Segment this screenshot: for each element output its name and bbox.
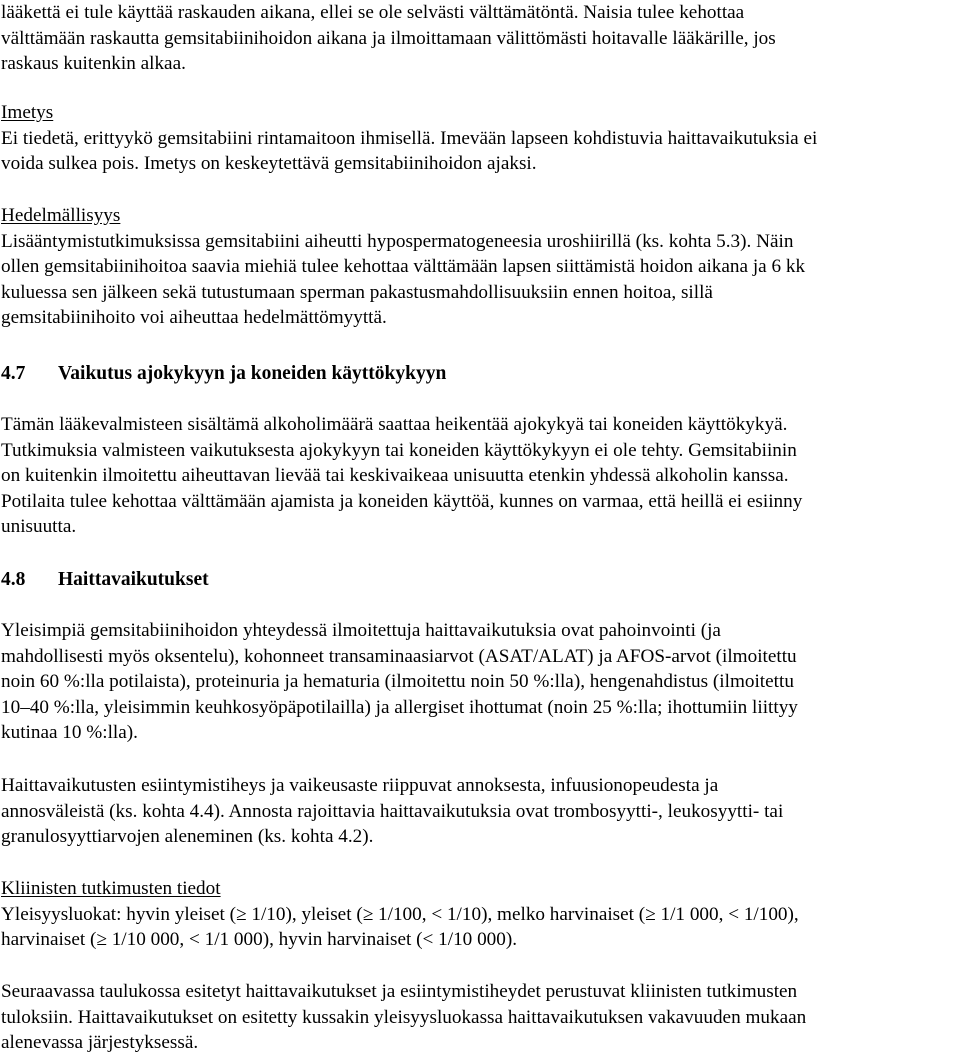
text-line: välttämään raskautta gemsitabiinihoidon aikana ja ilmoittamaan välittömästi hoitavalle lääkärille, jos	[1, 27, 776, 49]
section-4-7-paragraph	[1, 412, 956, 540]
text-line: 10–40 %:lla, yleisimmin keuhkosyöpäpotilailla) ja allergiset ihottumat (noin 25 %:lla; ihottumiin liittyy	[1, 696, 798, 718]
hedelmallisyys-heading: Hedelmällisyys	[1, 205, 121, 226]
hedelmallisyys-section	[1, 203, 956, 331]
imetys-heading: Imetys	[1, 102, 54, 123]
kliiniset-section	[1, 876, 956, 953]
final-paragraph	[1, 979, 956, 1056]
text-line: mahdollisesti myös oksentelu), kohonneet transaminaasiarvot (ASAT/ALAT) ja AFOS-arvot (ilmoitettu	[1, 645, 797, 667]
imetys-section	[1, 100, 956, 177]
text-line: annosväleistä (ks. kohta 4.4). Annosta rajoittavia haittavaikutuksia ovat trombosyytti-, leukosyytti- tai	[1, 800, 784, 822]
text-line: lääkettä ei tule käyttää raskauden aikana, ellei se ole selvästi välttämätöntä. Naisia tulee kehottaa	[1, 2, 745, 23]
section-number: 4.8	[1, 569, 26, 590]
text-line: Yleisyysluokat: hyvin yleiset (≥ 1/10), yleiset (≥ 1/100, < 1/10), melko harvinaiset (≥ 1/1 000, < 1/100),	[1, 903, 799, 925]
text-line: kutinaa 10 %:lla).	[1, 722, 138, 743]
section-heading-4-8	[1, 567, 956, 593]
text-line: Yleisimpiä gemsitabiinihoidon yhteydessä ilmoitettuja haittavaikutuksia ovat pahoinvointi (ja	[1, 620, 721, 641]
kliiniset-heading: Kliinisten tutkimusten tiedot	[1, 878, 221, 899]
section-number: 4.7	[1, 363, 26, 384]
text-line: Seuraavassa taulukossa esitetyt haittavaikutukset ja esiintymistiheydet perustuvat kliinisten tutkimusten	[1, 981, 798, 1002]
text-line: tuloksiin. Haittavaikutukset on esitetty kussakin yleisyysluokassa haittavaikutuksen vakavuuden mukaan	[1, 1006, 807, 1028]
section-title: Vaikutus ajokykyyn ja koneiden käyttökykyyn	[58, 363, 447, 384]
text-line: Tutkimuksia valmisteen vaikutuksesta ajokykyyn tai koneiden käyttökykyyn ei ole tehty. Gemsitabiinin	[1, 439, 797, 461]
section-4-8-paragraph-2	[1, 773, 956, 850]
text-line: Potilaita tulee kehottaa välttämään ajamista ja koneiden käyttöä, kunnes on varmaa, että heillä ei esiinny	[1, 490, 803, 512]
text-line: noin 60 %:lla potilaista), proteinuria ja hematuria (ilmoitettu noin 50 %:lla), hengenahdistus (ilmoitettu	[1, 671, 794, 692]
intro-paragraph	[1, 0, 956, 77]
text-line: granulosyyttiarvojen aleneminen (ks. kohta 4.2).	[1, 826, 374, 847]
text-line: raskaus kuitenkin alkaa.	[1, 53, 186, 74]
text-line: alenevassa järjestyksessä.	[1, 1032, 199, 1053]
section-4-8-paragraph-1	[1, 618, 956, 746]
text-line: Ei tiedetä, erittyykö gemsitabiini rintamaitoon ihmisellä. Imevään lapseen kohdistuvia haittavaikutuksia ei	[1, 127, 818, 149]
section-heading-4-7	[1, 361, 956, 387]
text-line: voida sulkea pois. Imetys on keskeytettävä gemsitabiinihoidon ajaksi.	[1, 153, 537, 174]
text-line: unisuutta.	[1, 516, 77, 537]
text-line: kuluessa sen jälkeen sekä tutustumaan sperman pakastusmahdollisuuksiin ennen hoitoa, sillä	[1, 281, 713, 303]
text-line: on kuitenkin ilmoitettu aiheuttavan lievää tai keskivaikeaa unisuutta etenkin yhdessä alkoholin kanssa.	[1, 465, 789, 486]
text-line: harvinaiset (≥ 1/10 000, < 1/1 000), hyvin harvinaiset (< 1/10 000).	[1, 929, 518, 950]
text-line: Lisääntymistutkimuksissa gemsitabiini aiheutti hypospermatogeneesia uroshiirillä (ks. kohta 5.3). Näin	[1, 230, 794, 252]
text-line: gemsitabiinihoito voi aiheuttaa hedelmättömyyttä.	[1, 307, 387, 328]
text-line: Haittavaikutusten esiintymistiheys ja vaikeusaste riippuvat annoksesta, infuusionopeudesta ja	[1, 775, 719, 796]
text-line: Tämän lääkevalmisteen sisältämä alkoholimäärä saattaa heikentää ajokykyä tai koneiden käyttökykyä.	[1, 414, 788, 435]
section-title: Haittavaikutukset	[58, 569, 209, 590]
text-line: ollen gemsitabiinihoitoa saavia miehiä tulee kehottaa välttämään lapsen siittämistä hoidon aikana ja 6 kk	[1, 256, 806, 277]
